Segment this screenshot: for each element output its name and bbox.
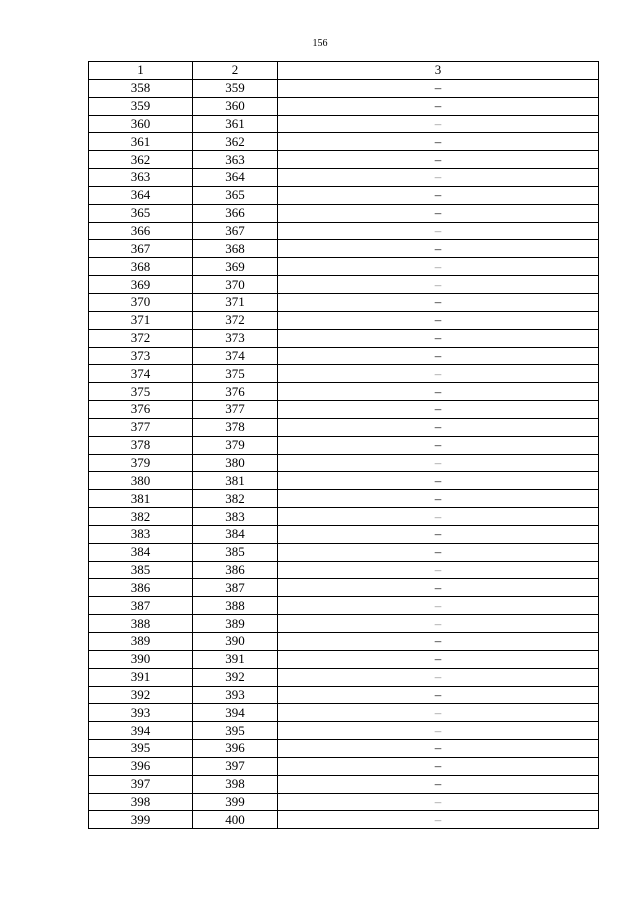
table-cell-col3: –	[278, 365, 599, 383]
table-cell-col1: 399	[89, 811, 193, 829]
table-cell-col3: –	[278, 704, 599, 722]
table-cell-col2: 380	[193, 454, 278, 472]
table-row	[89, 472, 599, 490]
table-cell-col1: 367	[89, 240, 193, 258]
table-cell-col2: 367	[193, 222, 278, 240]
table-row	[89, 240, 599, 258]
table-cell-col2: 386	[193, 561, 278, 579]
table-cell-col3: –	[278, 722, 599, 740]
table-cell-col1: 372	[89, 329, 193, 347]
table-row	[89, 222, 599, 240]
table-cell-col3: –	[278, 579, 599, 597]
table-cell-col2: 383	[193, 508, 278, 526]
table-cell-col3: –	[278, 418, 599, 436]
table-row	[89, 811, 599, 829]
table-row	[89, 311, 599, 329]
table-cell-col1: 390	[89, 650, 193, 668]
table-cell-col2: 362	[193, 133, 278, 151]
table-row	[89, 793, 599, 811]
table-cell-col3: –	[278, 204, 599, 222]
table-row	[89, 454, 599, 472]
table-cell-col3: –	[278, 115, 599, 133]
table-row	[89, 436, 599, 454]
table-cell-col2: 371	[193, 293, 278, 311]
table-row	[89, 775, 599, 793]
column-header-1: 1	[89, 62, 193, 80]
table-cell-col2: 376	[193, 383, 278, 401]
table-cell-col3: –	[278, 401, 599, 419]
table-cell-col1: 395	[89, 740, 193, 758]
table-cell-col2: 393	[193, 686, 278, 704]
table-cell-col1: 365	[89, 204, 193, 222]
table-cell-col2: 381	[193, 472, 278, 490]
table-row	[89, 293, 599, 311]
table-cell-col1: 369	[89, 276, 193, 294]
table-cell-col3: –	[278, 650, 599, 668]
table-cell-col2: 366	[193, 204, 278, 222]
table-cell-col3: –	[278, 775, 599, 793]
table-cell-col2: 391	[193, 650, 278, 668]
table-row	[89, 686, 599, 704]
table-row	[89, 347, 599, 365]
table-cell-col2: 400	[193, 811, 278, 829]
table-cell-col1: 358	[89, 79, 193, 97]
table-cell-col2: 398	[193, 775, 278, 793]
table-header-row	[89, 62, 599, 80]
table-row	[89, 722, 599, 740]
table-cell-col3: –	[278, 133, 599, 151]
table-cell-col3: –	[278, 97, 599, 115]
table-cell-col2: 372	[193, 311, 278, 329]
table-cell-col1: 386	[89, 579, 193, 597]
table-cell-col1: 359	[89, 97, 193, 115]
table-cell-col1: 388	[89, 615, 193, 633]
table-cell-col2: 374	[193, 347, 278, 365]
table-cell-col3: –	[278, 525, 599, 543]
table-cell-col3: –	[278, 258, 599, 276]
table-cell-col1: 379	[89, 454, 193, 472]
table-cell-col1: 364	[89, 186, 193, 204]
table-row	[89, 329, 599, 347]
table-cell-col1: 378	[89, 436, 193, 454]
table-cell-col1: 389	[89, 633, 193, 651]
table-cell-col3: –	[278, 276, 599, 294]
table-row	[89, 258, 599, 276]
table-cell-col1: 366	[89, 222, 193, 240]
table-cell-col3: –	[278, 686, 599, 704]
table-row	[89, 704, 599, 722]
table-cell-col1: 383	[89, 525, 193, 543]
table-cell-col2: 399	[193, 793, 278, 811]
table-cell-col1: 373	[89, 347, 193, 365]
table-cell-col1: 360	[89, 115, 193, 133]
table-row	[89, 383, 599, 401]
table-cell-col3: –	[278, 169, 599, 187]
table-cell-col1: 392	[89, 686, 193, 704]
table-cell-col1: 377	[89, 418, 193, 436]
table-row	[89, 668, 599, 686]
table-cell-col2: 396	[193, 740, 278, 758]
table-row	[89, 276, 599, 294]
table-row	[89, 97, 599, 115]
table-row	[89, 508, 599, 526]
table-row	[89, 633, 599, 651]
table-cell-col3: –	[278, 633, 599, 651]
table-cell-col2: 390	[193, 633, 278, 651]
table-cell-col2: 363	[193, 151, 278, 169]
table-cell-col2: 359	[193, 79, 278, 97]
table-cell-col3: –	[278, 311, 599, 329]
table-cell-col2: 378	[193, 418, 278, 436]
table-cell-col1: 387	[89, 597, 193, 615]
table-cell-col3: –	[278, 454, 599, 472]
table-cell-col2: 375	[193, 365, 278, 383]
table-cell-col1: 362	[89, 151, 193, 169]
table-cell-col1: 397	[89, 775, 193, 793]
table-cell-col3: –	[278, 436, 599, 454]
table-cell-col2: 389	[193, 615, 278, 633]
table-cell-col2: 388	[193, 597, 278, 615]
table-row	[89, 79, 599, 97]
table-cell-col3: –	[278, 240, 599, 258]
table-cell-col2: 382	[193, 490, 278, 508]
table-cell-col1: 393	[89, 704, 193, 722]
table-cell-col1: 370	[89, 293, 193, 311]
table-cell-col3: –	[278, 186, 599, 204]
table-row	[89, 204, 599, 222]
table-cell-col2: 397	[193, 757, 278, 775]
table-row	[89, 740, 599, 758]
table-cell-col2: 364	[193, 169, 278, 187]
table-cell-col1: 361	[89, 133, 193, 151]
table-cell-col2: 385	[193, 543, 278, 561]
table-row	[89, 525, 599, 543]
table-cell-col1: 374	[89, 365, 193, 383]
table-cell-col2: 384	[193, 525, 278, 543]
table-row	[89, 757, 599, 775]
table-cell-col3: –	[278, 383, 599, 401]
table-cell-col3: –	[278, 222, 599, 240]
table-row	[89, 579, 599, 597]
table-row	[89, 169, 599, 187]
table-cell-col1: 371	[89, 311, 193, 329]
table-row	[89, 650, 599, 668]
table-cell-col1: 398	[89, 793, 193, 811]
table-row	[89, 365, 599, 383]
table-row	[89, 615, 599, 633]
table-cell-col2: 370	[193, 276, 278, 294]
table-cell-col2: 377	[193, 401, 278, 419]
data-table	[88, 61, 599, 829]
column-header-2: 2	[193, 62, 278, 80]
table-cell-col1: 391	[89, 668, 193, 686]
table-cell-col3: –	[278, 79, 599, 97]
table-cell-col3: –	[278, 151, 599, 169]
table-row	[89, 490, 599, 508]
table-cell-col2: 387	[193, 579, 278, 597]
table-cell-col2: 379	[193, 436, 278, 454]
table-cell-col3: –	[278, 293, 599, 311]
table-cell-col1: 384	[89, 543, 193, 561]
table-cell-col3: –	[278, 597, 599, 615]
table-cell-col2: 369	[193, 258, 278, 276]
table-cell-col1: 385	[89, 561, 193, 579]
table-cell-col3: –	[278, 811, 599, 829]
table-body	[89, 79, 599, 828]
table-cell-col3: –	[278, 508, 599, 526]
table-cell-col3: –	[278, 490, 599, 508]
table-row	[89, 401, 599, 419]
table-row	[89, 186, 599, 204]
table-cell-col3: –	[278, 615, 599, 633]
table-cell-col2: 373	[193, 329, 278, 347]
table-row	[89, 115, 599, 133]
table-row	[89, 561, 599, 579]
table-cell-col1: 394	[89, 722, 193, 740]
page-number: 156	[312, 38, 328, 49]
table-cell-col3: –	[278, 668, 599, 686]
table-cell-col1: 380	[89, 472, 193, 490]
table-cell-col1: 396	[89, 757, 193, 775]
table-cell-col2: 361	[193, 115, 278, 133]
table-cell-col3: –	[278, 793, 599, 811]
column-header-3: 3	[278, 62, 599, 80]
table-row	[89, 597, 599, 615]
table-row	[89, 151, 599, 169]
table-cell-col3: –	[278, 329, 599, 347]
table-cell-col1: 375	[89, 383, 193, 401]
table-cell-col2: 395	[193, 722, 278, 740]
table-row	[89, 418, 599, 436]
table-cell-col2: 360	[193, 97, 278, 115]
table-row	[89, 543, 599, 561]
table-cell-col3: –	[278, 543, 599, 561]
table-cell-col1: 382	[89, 508, 193, 526]
table-cell-col2: 368	[193, 240, 278, 258]
table-cell-col2: 394	[193, 704, 278, 722]
table-cell-col1: 368	[89, 258, 193, 276]
table-cell-col1: 363	[89, 169, 193, 187]
table-row	[89, 133, 599, 151]
table-cell-col1: 376	[89, 401, 193, 419]
table-cell-col2: 365	[193, 186, 278, 204]
table-cell-col1: 381	[89, 490, 193, 508]
table-cell-col3: –	[278, 757, 599, 775]
table-cell-col3: –	[278, 561, 599, 579]
table-cell-col3: –	[278, 740, 599, 758]
table-cell-col3: –	[278, 472, 599, 490]
table-cell-col2: 392	[193, 668, 278, 686]
table-cell-col3: –	[278, 347, 599, 365]
